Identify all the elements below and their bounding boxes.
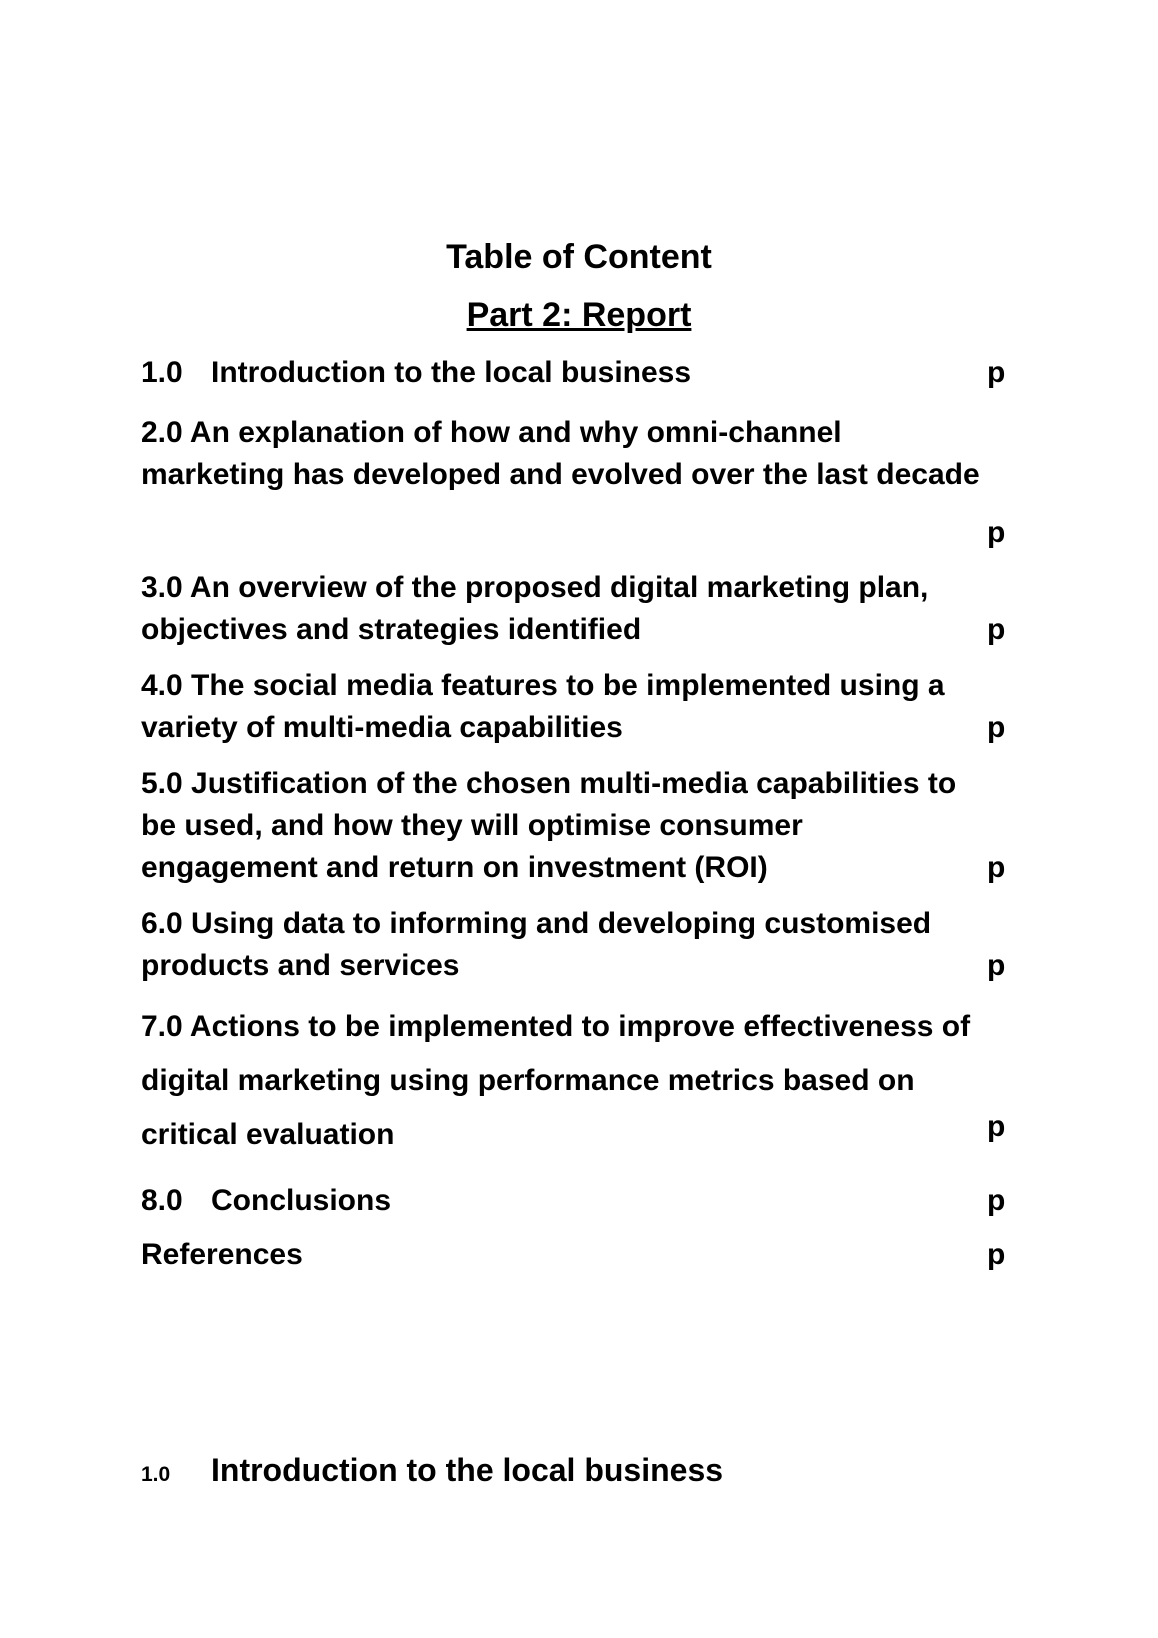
toc-entry-3 bbox=[141, 567, 1021, 651]
part-title: Part 2: Report bbox=[466, 296, 692, 334]
toc-entry-line: 7.0 Actions to be implemented to improve effectiveness of bbox=[141, 1010, 971, 1043]
toc-entry-5 bbox=[141, 763, 1021, 889]
toc-entry-4 bbox=[141, 665, 1021, 749]
section-title: Introduction to the local business bbox=[211, 1452, 724, 1488]
toc-entry-text: Conclusions bbox=[211, 1184, 392, 1217]
toc-entry-text: References bbox=[141, 1238, 303, 1271]
toc-entry-line: 3.0 An overview of the proposed digital marketing plan, bbox=[141, 571, 929, 604]
toc-page-ref: p bbox=[987, 1184, 1006, 1217]
toc-entry-line: 6.0 Using data to informing and developing customised bbox=[141, 907, 932, 940]
toc-page-ref: p bbox=[987, 949, 1006, 982]
toc-entry-7 bbox=[141, 1000, 1021, 1162]
toc-entry-1 bbox=[141, 352, 1021, 394]
toc-entry-line: 5.0 Justification of the chosen multi-media capabilities to bbox=[141, 767, 957, 800]
toc-entry-line: 2.0 An explanation of how and why omni-channel bbox=[141, 416, 842, 449]
toc-entry-6 bbox=[141, 903, 1021, 987]
toc-page-ref: p bbox=[987, 356, 1006, 389]
toc-entry-number: 1.0 bbox=[141, 356, 183, 389]
toc-page-ref: p bbox=[987, 851, 1006, 884]
toc-entry-8 bbox=[141, 1180, 1021, 1222]
toc-page-ref: p bbox=[987, 1238, 1006, 1271]
toc-entry-text: Introduction to the local business bbox=[211, 356, 692, 389]
toc-page-ref: p bbox=[987, 1110, 1006, 1143]
toc-title: Table of Content bbox=[446, 238, 712, 276]
toc-entry-number: 8.0 bbox=[141, 1184, 183, 1217]
toc-entry-line: products and services bbox=[141, 949, 460, 982]
toc-entry-line: critical evaluation bbox=[141, 1118, 395, 1151]
toc-page-ref: p bbox=[987, 711, 1006, 744]
toc-entry-2 bbox=[141, 412, 1021, 496]
toc-entry-line: engagement and return on investment (ROI) bbox=[141, 851, 768, 884]
toc-entry-line: digital marketing using performance metrics based on bbox=[141, 1064, 915, 1097]
toc-entry-line: 4.0 The social media features to be implemented using a bbox=[141, 669, 945, 702]
section-heading bbox=[141, 1452, 723, 1489]
toc-entry-line: be used, and how they will optimise consumer bbox=[141, 809, 803, 842]
toc-page-ref: p bbox=[987, 516, 1006, 549]
section-number: 1.0 bbox=[141, 1463, 171, 1486]
toc-entry-line: objectives and strategies identified bbox=[141, 613, 642, 646]
toc-page-ref: p bbox=[987, 613, 1006, 646]
toc-entry-references bbox=[141, 1234, 1021, 1276]
toc-entry-line: variety of multi-media capabilities bbox=[141, 711, 623, 744]
toc-entry-line: marketing has developed and evolved over the last decade bbox=[141, 458, 980, 491]
